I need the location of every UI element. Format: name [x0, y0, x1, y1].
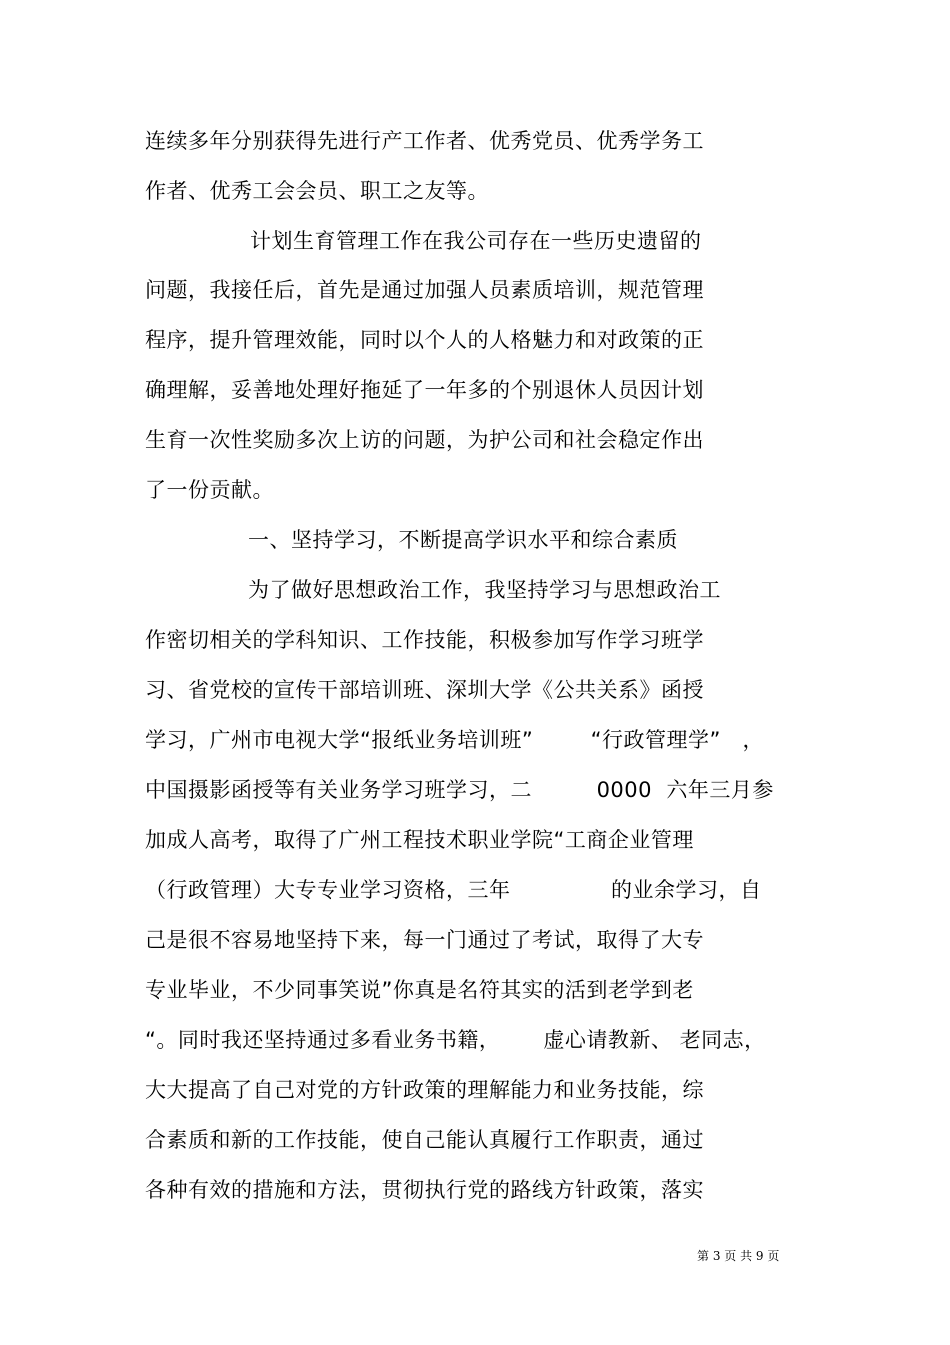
body-line: 加成人高考，取得了广州工程技术职业学院“工商企业管理 [145, 828, 694, 852]
body-line: 计划生育管理工作在我公司存在一些历史遗留的 [250, 229, 702, 253]
body-line: 为了做好思想政治工作，我坚持学习与思想政治工 [248, 578, 721, 602]
body-line: 中国摄影函授等有关业务学习班学习，二 0000 六年三月参 [145, 778, 774, 802]
body-line: 了一份贡献。 [145, 478, 274, 502]
body-line: 合素质和新的工作技能，使自己能认真履行工作职责，通过 [145, 1128, 704, 1152]
body-line: 学习，广州市电视大学“报纸业务培训班” “行政管理学” ， [145, 728, 764, 752]
body-line: 专业毕业，不少同事笑说”你真是名符其实的活到老学到老 [145, 978, 694, 1002]
page-number: 第 3 页 共 9 页 [697, 1249, 780, 1263]
body-line: （行政管理）大专专业学习资格，三年 的业余学习，自 [145, 878, 762, 902]
body-line: 各种有效的措施和方法，贯彻执行党的路线方针政策，落实 [145, 1178, 704, 1202]
body-line: “。同时我还坚持通过多看业务书籍， 虚心请教新、 老同志， [145, 1028, 766, 1052]
body-line: 习、省党校的宣传干部培训班、深圳大学《公共关系》函授 [145, 678, 704, 702]
body-line: 大大提高了自己对党的方针政策的理解能力和业务技能，综 [145, 1078, 704, 1102]
body-line: 程序，提升管理效能，同时以个人的人格魅力和对政策的正 [145, 328, 704, 352]
body-line: 作密切相关的学科知识、工作技能，积极参加写作学习班学 [145, 628, 704, 652]
section-heading: 一、坚持学习，不断提高学识水平和综合素质 [248, 528, 678, 552]
body-line: 问题，我接任后，首先是通过加强人员素质培训，规范管理 [145, 278, 704, 302]
body-line: 连续多年分别获得先进行产工作者、优秀党员、优秀学务工 [145, 129, 704, 153]
body-line: 生育一次性奖励多次上访的问题，为护公司和社会稳定作出 [145, 428, 704, 452]
body-line: 确理解，妥善地处理好拖延了一年多的个别退休人员因计划 [145, 378, 704, 402]
body-line: 己是很不容易地坚持下来，每一门通过了考试，取得了大专 [145, 928, 704, 952]
body-line: 作者、优秀工会会员、职工之友等。 [145, 179, 489, 203]
